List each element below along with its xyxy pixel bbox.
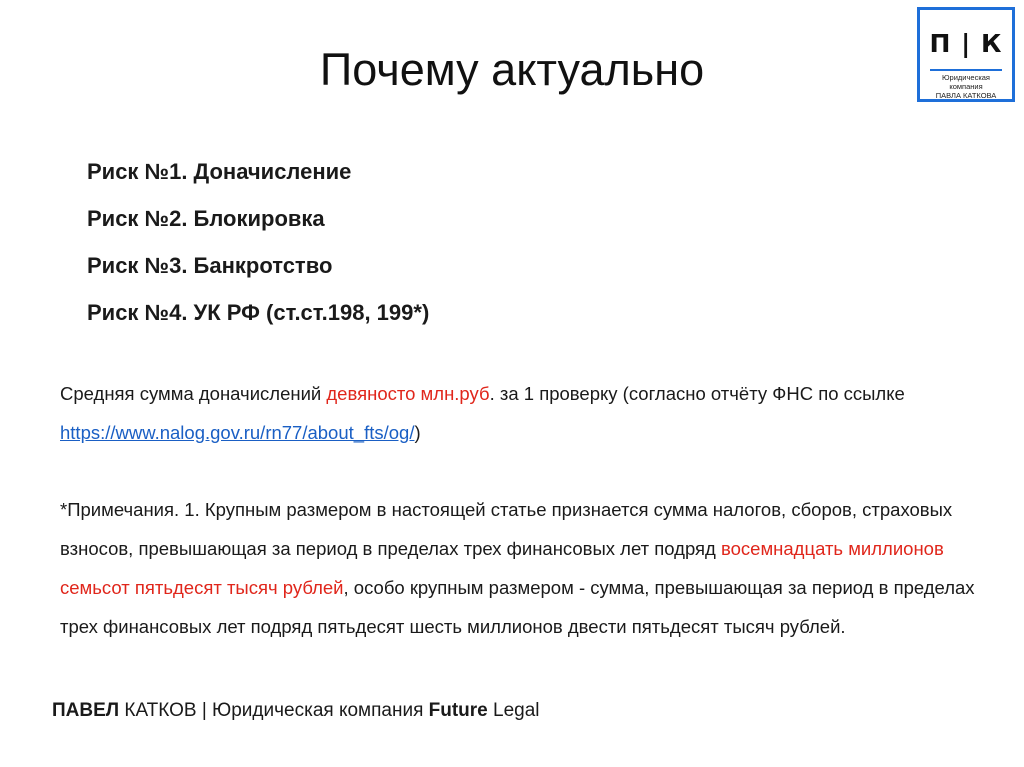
logo-caption-line: ПАВЛА КАТКОВА — [935, 91, 997, 100]
paragraph-text: Средняя сумма доначислений — [60, 383, 327, 404]
paragraph-text: *Примечания. 1. Крупным размером в настоящей статье признается сумма налогов, сборов, страховых взносов, превышающая за период в пределах трех финансовых лет подряд — [60, 499, 953, 559]
slide-title: Почему актуально — [319, 44, 705, 95]
footer-signature — [52, 700, 540, 722]
paragraph-text: ) — [414, 422, 421, 443]
logo-caption — [924, 73, 1008, 100]
logo-caption-line: компания — [949, 82, 983, 91]
footer-text: Legal — [487, 700, 540, 721]
risk-item: Риск №3. Банкротство — [87, 253, 333, 278]
average-additional-tax-paragraph — [60, 374, 980, 452]
footer-name-bold: ПАВЕЛ — [52, 700, 120, 721]
footer-text: КАТКОВ | Юридическая компания — [119, 700, 429, 721]
notes-paragraph — [60, 490, 980, 646]
logo-caption-line: Юридическая — [941, 73, 990, 82]
logo-divider — [930, 69, 1002, 71]
risk-item: Риск №4. УК РФ (ст.ст.198, 199*) — [87, 300, 430, 325]
risk-item: Риск №2. Блокировка — [87, 206, 325, 231]
footer-brand-bold: Future — [428, 700, 488, 721]
highlighted-amount: девяносто млн.руб — [326, 383, 490, 404]
risk-item: Риск №1. Доначисление — [87, 159, 352, 184]
paragraph-text: , особо крупным размером - сумма, превышающая за период в пределах трех финансовых лет подряд пятьдесят шесть миллионов двести пятьдесят тысяч рублей. — [60, 577, 975, 637]
risk-list — [87, 153, 429, 341]
highlighted-amount: восемнадцать миллионов семьсот пятьдесят тысяч рублей — [60, 538, 944, 598]
logo-letters: П | К — [929, 29, 1003, 58]
company-logo — [917, 7, 1015, 102]
paragraph-text: . за 1 проверку (согласно отчёту ФНС по ссылке — [489, 383, 905, 404]
fns-report-link[interactable]: https://www.nalog.gov.ru/rn77/about_fts/og/ — [60, 422, 415, 443]
